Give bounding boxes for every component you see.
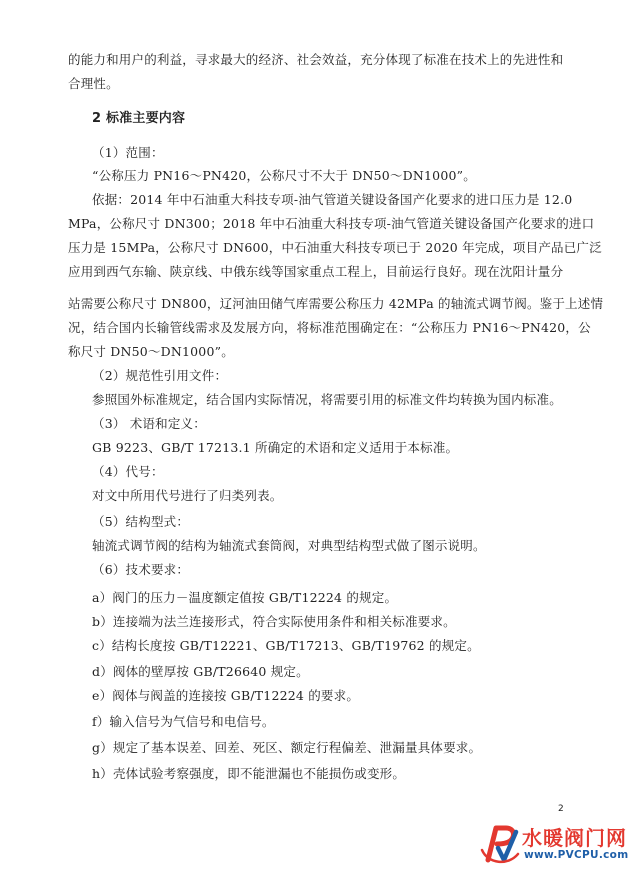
text-line: 轴流式调节阀的结构为轴流式套筒阀，对典型结构型式做了图示说明。 [92,538,486,553]
text-line: e）阀体与阀盖的连接按 GB/T12224 的要求。 [92,688,360,703]
text-line: c）结构长度按 GB/T12221、GB/T17213、GB/T19762 的规定。 [92,638,480,653]
watermark-title: 水暖阀门网 [522,826,627,850]
text-line: （3） 术语和定义： [92,416,206,431]
text-line: 况，结合国内长输管线需求及发展方向，将标准范围确定在：“公称压力 PN16～PN420，公 [68,320,591,335]
text-line: （6）技术要求： [92,562,190,577]
text-line: 称尺寸 DN50～DN1000”。 [68,344,234,359]
text-line: 合理性。 [68,76,119,91]
page-number: 2 [558,804,564,814]
text-line: 参照国外标准规定，结合国内实际情况，将需要引用的标准文件均转换为国内标准。 [92,392,562,407]
text-line: （5）结构型式： [92,514,190,529]
text-line: “公称压力 PN16～PN420，公称尺寸不大于 DN50～DN1000”。 [92,168,476,183]
section-heading: 2 标准主要内容 [92,111,186,126]
text-line: GB 9223、GB/T 17213.1 所确定的术语和定义适用于本标准。 [92,440,459,455]
text-line: （1）范围： [92,145,164,160]
site-watermark [478,820,640,868]
text-line: g）规定了基本误差、回差、死区、额定行程偏差、泄漏量具体要求。 [92,740,482,755]
text-line: （4）代号： [92,464,164,479]
text-line: b）连接端为法兰连接形式，符合实际使用条件和相关标准要求。 [92,614,456,629]
text-line: f）输入信号为气信号和电信号。 [92,714,275,729]
watermark-url: www.PVCPU.com [524,849,629,861]
text-line: 应用到西气东输、陕京线、中俄东线等国家重点工程上，目前运行良好。现在沈阳计量分 [68,264,564,279]
text-line: 依据：2014 年中石油重大科技专项-油气管道关键设备国产化要求的进口压力是 12.0 [92,192,573,207]
text-line: （2）规范性引用文件： [92,368,228,383]
text-line: MPa，公称尺寸 DN300；2018 年中石油重大科技专项-油气管道关键设备国产化要求的进口 [68,216,595,231]
text-line: 压力是 15MPa，公称尺寸 DN600，中石油重大科技专项已于 2020 年完成，项目产品已广泛 [68,240,602,255]
text-line: 站需要公称尺寸 DN800，辽河油田储气库需要公称压力 42MPa 的轴流式调节阀。鉴于上述情 [68,296,604,311]
text-line: a）阀门的压力－温度额定值按 GB/T12224 的规定。 [92,590,398,605]
text-line: 对文中所用代号进行了归类列表。 [92,488,283,503]
text-line: 的能力和用户的利益，寻求最大的经济、社会效益，充分体现了标准在技术上的先进性和 [68,52,564,67]
pv-logo-icon [478,820,522,866]
text-line: d）阀体的壁厚按 GB/T26640 规定。 [92,664,309,679]
text-line: h）壳体试验考察强度，即不能泄漏也不能损伤或变形。 [92,766,406,781]
